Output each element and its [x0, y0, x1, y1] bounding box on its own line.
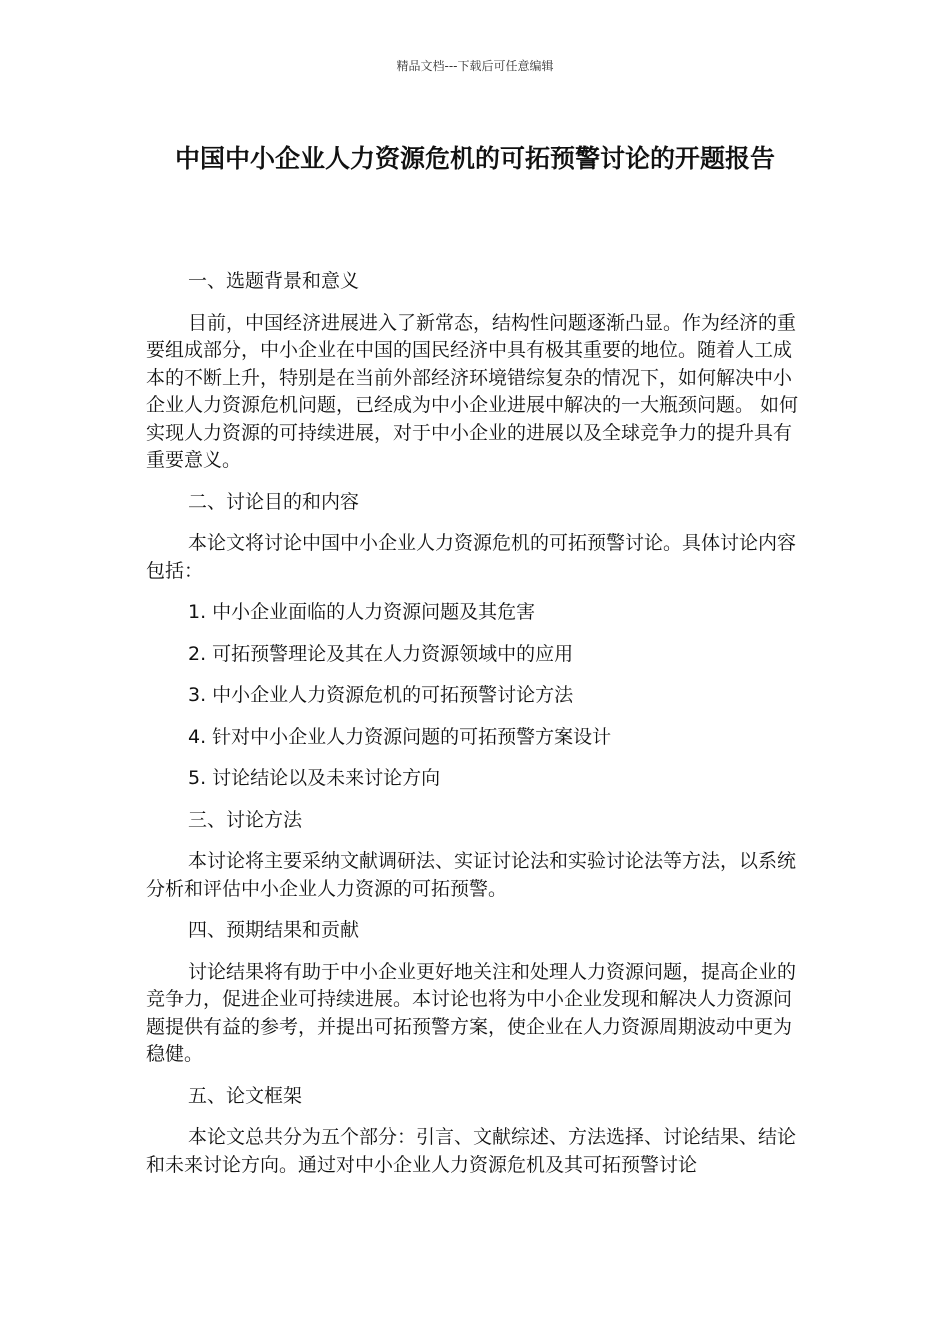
section-paragraph-methods: 本讨论将主要采纳文献调研法、实证讨论法和实验讨论法等方法，以系统分析和评估中小企业人力资源的可拓预警。	[146, 850, 797, 900]
document-title: 中国中小企业人力资源危机的可拓预警讨论的开题报告	[174, 144, 775, 173]
list-item: 3. 中小企业人力资源危机的可拓预警讨论方法	[188, 684, 574, 706]
document-body	[146, 268, 810, 1193]
section-heading-framework: 五、论文框架	[188, 1084, 303, 1107]
section-heading-background: 一、选题背景和意义	[188, 270, 360, 292]
section-heading-objectives: 二、讨论目的和内容	[188, 490, 360, 513]
section-paragraph-framework: 本论文总共分为五个部分：引言、文献综述、方法选择、讨论结果、结论和未来讨论方向。通过对中小企业人力资源危机及其可拓预警讨论	[146, 1126, 797, 1176]
section-heading-expected-results: 四、预期结果和贡献	[188, 919, 360, 941]
list-item: 1. 中小企业面临的人力资源问题及其危害	[188, 601, 536, 623]
section-paragraph-expected-results: 讨论结果将有助于中小企业更好地关注和处理人力资源问题，提高企业的竞争力，促进企业可持续进展。本讨论也将为中小企业发现和解决人力资源问题提供有益的参考，并提出可拓预警方案，使企业在人力资源周期波动中更为稳健。	[146, 960, 797, 1065]
list-item: 2. 可拓预警理论及其在人力资源领域中的应用	[188, 642, 574, 665]
list-item: 4. 针对中小企业人力资源问题的可拓预警方案设计	[188, 725, 612, 748]
section-paragraph-background: 目前，中国经济进展进入了新常态，结构性问题逐渐凸显。作为经济的重要组成部分，中小企业在中国的国民经济中具有极其重要的地位。随着人工成本的不断上升，特别是在当前外部经济环境错综复杂的情况下，如何解决中小企业人力资源危机问题，已经成为中小企业进展中解决的一大瓶颈问题。 如何实现人力资源的可持续进展，对于中小企业的进展以及全球竞争力的提升具有重要意义。	[146, 311, 799, 471]
list-item: 5. 讨论结论以及未来讨论方向	[188, 767, 441, 789]
page-header-note: 精品文档---下载后可任意编辑	[396, 59, 554, 73]
section-paragraph-objectives: 本论文将讨论中国中小企业人力资源危机的可拓预警讨论。具体讨论内容包括：	[146, 532, 797, 582]
section-heading-methods: 三、讨论方法	[188, 808, 303, 831]
